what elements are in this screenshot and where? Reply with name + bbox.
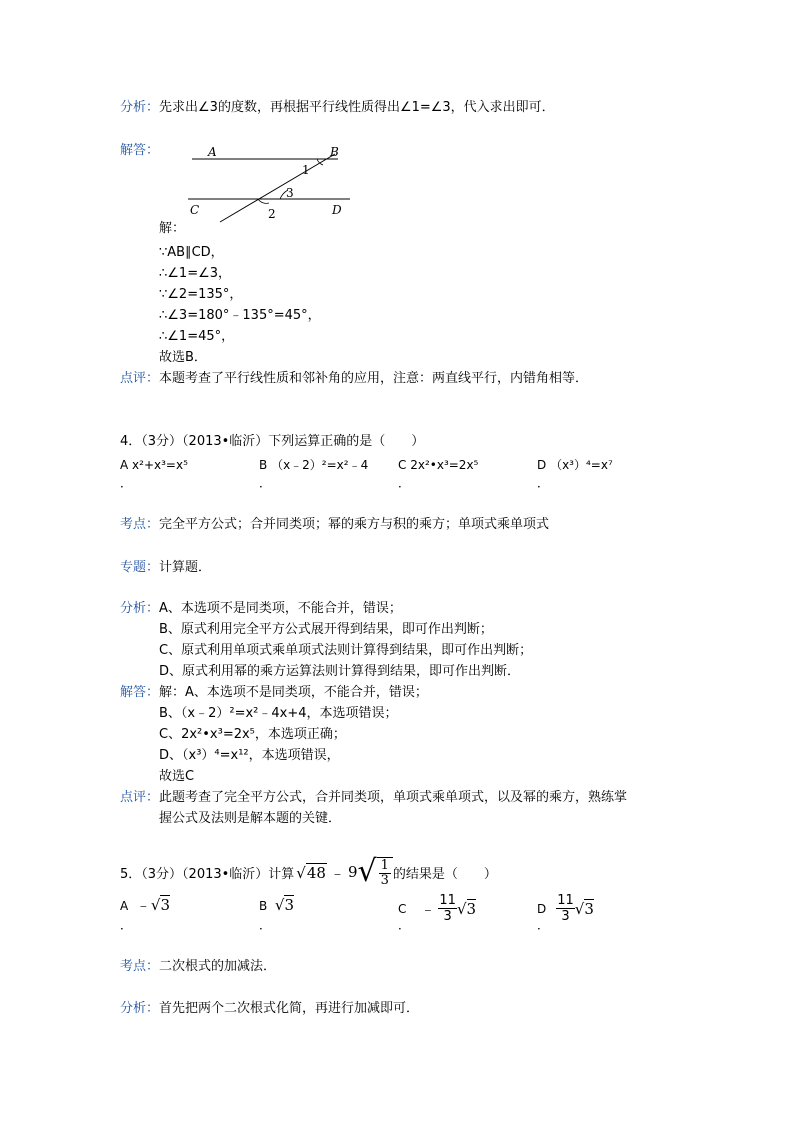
analysis-label: 分析： <box>120 100 160 115</box>
radical-sign-icon: √ <box>296 863 306 882</box>
answer-line: 解：A、本选项不是同类项，不能合并，错误； <box>159 685 428 700</box>
neg-sign: ﹣ <box>135 896 151 914</box>
option-letter: C <box>398 458 407 472</box>
radicand: 3 <box>466 900 477 918</box>
radicand: 3 <box>584 900 594 918</box>
radical-sign-icon: √ <box>357 854 377 889</box>
option-b <box>259 456 368 474</box>
step-line: ∴∠1=45°， <box>159 329 235 344</box>
zhuanti-label: 专题： <box>120 560 160 575</box>
step-line: 故选B． <box>159 350 207 365</box>
coef-9: 9 <box>347 863 358 881</box>
option-letter: B <box>259 899 268 913</box>
option-dot: ． <box>120 918 133 932</box>
q4-stem: 4．（3分）（2013•临沂）下列运算正确的是（ ） <box>120 434 425 449</box>
radical-sign-icon: √ <box>150 896 161 914</box>
fraction <box>556 893 575 924</box>
option-text: 2x²•x³=2x⁵ <box>410 458 479 472</box>
q4-zhuanti <box>120 559 211 577</box>
answer-label: 解答： <box>120 685 160 700</box>
option-dot: ． <box>259 918 272 932</box>
q3-answer-label: 解答： <box>120 143 160 158</box>
stem-prefix: 5．（3分）（2013•临沂）计算 <box>120 866 295 882</box>
frac-denominator: 3 <box>561 909 570 924</box>
label-b: B <box>330 145 339 159</box>
kaodian-text: 完全平方公式；合并同类项；幂的乘方与积的乘方；单项式乘单项式 <box>159 517 550 532</box>
analysis-line: A、本选项不是同类项，不能合并，错误； <box>159 601 402 616</box>
review-line: 握公式及法则是解本题的关键． <box>159 811 342 826</box>
label-a: A <box>208 145 217 159</box>
label-c: C <box>190 203 200 217</box>
angle-3-label: 3 <box>286 186 294 200</box>
option-d <box>537 456 613 474</box>
frac-denominator: 3 <box>443 909 452 924</box>
option-dot: ． <box>259 476 272 490</box>
kaodian-text: 二次根式的加减法． <box>159 959 277 974</box>
analysis-text: 先求出∠3的度数，再根据平行线性质得出∠1=∠3，代入求出即可． <box>159 100 555 115</box>
answer-line: B、（x﹣2）²=x²﹣4x+4，本选项错误； <box>159 706 398 721</box>
option-dot: ． <box>398 476 411 490</box>
kaodian-label: 考点： <box>120 959 160 974</box>
option-b <box>259 893 294 918</box>
neg-sign: ﹣ <box>420 900 436 918</box>
label-d: D <box>332 203 342 217</box>
parallel-lines-figure <box>180 140 360 225</box>
option-dot: ． <box>120 476 133 490</box>
radical-sign-icon: √ <box>274 896 285 914</box>
minus-sign: ﹣ <box>329 863 345 882</box>
step-line: ∴∠3=180°﹣135°=45°， <box>159 308 321 323</box>
radical-sign-icon: √ <box>456 899 467 918</box>
q5-kaodian <box>120 958 276 976</box>
option-letter: A <box>120 458 129 472</box>
angle-2-label: 2 <box>268 207 276 221</box>
angle-2-arc <box>258 199 269 203</box>
option-a <box>120 456 188 474</box>
option-text: x²+x³=x⁵ <box>132 458 188 472</box>
analysis-label: 分析： <box>120 1001 160 1016</box>
q5-analysis <box>120 1000 419 1018</box>
q3-review <box>120 370 588 388</box>
stem-suffix: 的结果是（ ） <box>392 866 497 882</box>
kaodian-label: 考点： <box>120 517 160 532</box>
review-text: 本题考查了平行线性质和邻补角的应用，注意：两直线平行，内错角相等． <box>159 371 589 386</box>
answer-line: 故选C <box>159 769 195 784</box>
frac-numerator: 11 <box>439 893 456 908</box>
frac-numerator: 11 <box>557 893 574 908</box>
analysis-line: D、原式利用幂的乘方运算法则计算得到结果，即可作出判断． <box>159 664 521 679</box>
review-label: 点评： <box>120 790 160 805</box>
step-line: ∵∠2=135°， <box>159 287 243 302</box>
fraction <box>438 893 457 924</box>
option-dot: ． <box>537 918 550 932</box>
option-dot: ． <box>537 476 550 490</box>
option-letter: A <box>120 899 129 913</box>
radical-sign-icon: √ <box>574 899 585 918</box>
review-label: 点评： <box>120 371 160 386</box>
option-letter: D <box>537 458 547 472</box>
option-letter: C <box>398 901 407 916</box>
frac-denominator: 3 <box>380 872 389 888</box>
option-text: （x﹣2）²=x²﹣4 <box>271 458 369 472</box>
answer-line: D、（x³）⁴=x¹²，本选项错误， <box>159 748 340 763</box>
analysis-line: B、原式利用完全平方公式展开得到结果，即可作出判断； <box>159 622 493 637</box>
sqrt-48: √ 48 <box>296 863 326 882</box>
answer-line: C、2x²•x³=2x⁵，本选项正确； <box>159 727 346 742</box>
option-text: （x³）⁴=x⁷ <box>550 458 613 472</box>
analysis-text: 首先把两个二次根式化简，再进行加减即可． <box>159 1001 420 1016</box>
step-line: 解： <box>159 221 186 236</box>
option-letter: D <box>537 901 547 916</box>
analysis-line: C、原式利用单项式乘单项式法则计算得到结果，即可作出判断； <box>159 643 533 658</box>
option-dot: ． <box>398 918 411 932</box>
q5-stem <box>120 852 497 892</box>
transversal <box>220 154 335 222</box>
angle-1-label: 1 <box>302 163 310 177</box>
step-line: ∵AB∥CD， <box>159 245 224 260</box>
q3-analysis <box>120 99 555 117</box>
zhuanti-text: 计算题． <box>159 560 212 575</box>
review-line: 此题考查了完全平方公式，合并同类项，单项式乘单项式，以及幂的乘方，熟练掌 <box>159 790 628 805</box>
sqrt-fraction <box>357 854 393 889</box>
q4-kaodian <box>120 516 549 534</box>
analysis-label: 分析： <box>120 601 160 616</box>
step-line: ∴∠1=∠3， <box>159 266 232 281</box>
option-letter: B <box>259 458 268 472</box>
radicand: 3 <box>284 896 294 914</box>
radicand: 3 <box>160 896 170 914</box>
frac-numerator: 1 <box>380 857 389 873</box>
option-c <box>398 456 478 474</box>
option-a <box>120 893 170 918</box>
